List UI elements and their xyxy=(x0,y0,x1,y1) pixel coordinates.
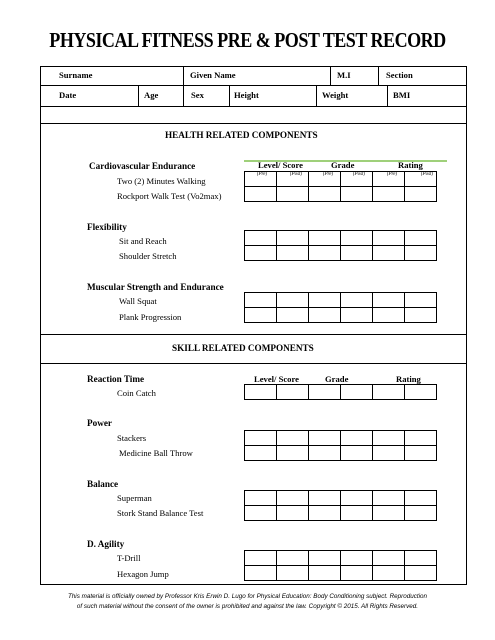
score-cell[interactable] xyxy=(341,293,373,308)
score-cell[interactable] xyxy=(373,308,405,323)
score-cell[interactable] xyxy=(309,172,341,187)
score-cell[interactable] xyxy=(309,187,341,202)
score-cell[interactable] xyxy=(245,431,277,446)
score-cell[interactable] xyxy=(341,385,373,400)
group-reaction-time: Reaction Time xyxy=(87,374,145,384)
score-grid xyxy=(244,550,437,581)
score-cell[interactable] xyxy=(309,308,341,323)
surname-label: Surname xyxy=(59,70,93,80)
date-label: Date xyxy=(59,90,77,100)
score-cell[interactable] xyxy=(245,308,277,323)
test-item: Medicine Ball Throw xyxy=(119,448,193,458)
post-subheader: (Post) xyxy=(289,172,303,177)
score-cell[interactable] xyxy=(405,506,437,521)
score-cell[interactable] xyxy=(245,385,277,400)
score-cell[interactable] xyxy=(245,566,277,581)
score-cell[interactable] xyxy=(277,491,309,506)
group-muscular: Muscular Strength and Endurance xyxy=(87,282,224,292)
score-cell[interactable] xyxy=(309,293,341,308)
score-cell[interactable] xyxy=(277,187,309,202)
group-flexibility: Flexibility xyxy=(87,222,127,232)
test-item: Shoulder Stretch xyxy=(119,251,177,261)
test-item: Rockport Walk Test (Vo2max) xyxy=(117,191,222,201)
group-agility: D. Agility xyxy=(87,539,125,549)
test-item: Superman xyxy=(117,493,152,503)
score-cell[interactable] xyxy=(277,385,309,400)
score-cell[interactable] xyxy=(405,308,437,323)
score-cell[interactable] xyxy=(277,231,309,246)
score-cell[interactable] xyxy=(373,491,405,506)
score-cell[interactable] xyxy=(405,172,437,187)
score-cell[interactable] xyxy=(341,172,373,187)
row-divider xyxy=(41,85,466,86)
height-label: Height xyxy=(234,90,259,100)
score-cell[interactable] xyxy=(309,566,341,581)
score-grid xyxy=(244,490,437,521)
score-cell[interactable] xyxy=(341,308,373,323)
score-cell[interactable] xyxy=(309,246,341,261)
rating-header: Rating xyxy=(396,374,421,384)
age-label: Age xyxy=(144,90,159,100)
health-heading: HEALTH RELATED COMPONENTS xyxy=(165,130,318,140)
test-item: Stackers xyxy=(117,433,147,443)
test-item: Sit and Reach xyxy=(119,236,167,246)
score-cell[interactable] xyxy=(309,506,341,521)
score-cell[interactable] xyxy=(341,231,373,246)
section-label: Section xyxy=(386,70,413,80)
score-cell[interactable] xyxy=(277,566,309,581)
pre-subheader: (Pre) xyxy=(322,172,334,177)
test-item: Plank Progression xyxy=(119,312,182,322)
score-cell[interactable] xyxy=(277,446,309,461)
col-divider xyxy=(316,85,317,106)
score-cell[interactable] xyxy=(277,551,309,566)
score-cell[interactable] xyxy=(405,566,437,581)
sex-label: Sex xyxy=(191,90,204,100)
score-cell[interactable] xyxy=(277,431,309,446)
mi-label: M.I xyxy=(337,70,351,80)
test-item: Hexagon Jump xyxy=(117,569,169,579)
page-title: PHYSICAL FITNESS PRE & POST TEST RECORD xyxy=(49,28,446,52)
grade-header: Grade xyxy=(331,160,355,170)
bmi-label: BMI xyxy=(393,90,411,100)
rating-header: Rating xyxy=(398,160,423,170)
score-grid xyxy=(244,230,437,261)
score-cell[interactable] xyxy=(405,551,437,566)
score-cell[interactable] xyxy=(245,491,277,506)
col-divider xyxy=(183,67,184,106)
score-cell[interactable] xyxy=(309,491,341,506)
score-cell[interactable] xyxy=(405,446,437,461)
section-divider xyxy=(41,334,466,335)
footer-line: of such material without the consent of the owner is prohibited and against the law. Copyright © 2015. All Rights Reserved. xyxy=(76,603,419,610)
level-score-header: Level/ Score xyxy=(254,374,299,384)
score-cell[interactable] xyxy=(373,293,405,308)
score-cell[interactable] xyxy=(373,187,405,202)
score-cell[interactable] xyxy=(245,246,277,261)
group-balance: Balance xyxy=(87,479,119,489)
copyright-footer xyxy=(30,592,465,612)
score-cell[interactable] xyxy=(341,566,373,581)
pre-subheader: (Pre) xyxy=(256,172,268,177)
score-cell[interactable] xyxy=(245,446,277,461)
score-cell[interactable] xyxy=(245,231,277,246)
score-cell[interactable] xyxy=(309,551,341,566)
score-cell[interactable] xyxy=(245,187,277,202)
score-cell[interactable] xyxy=(277,172,309,187)
score-grid xyxy=(244,292,437,323)
score-cell[interactable] xyxy=(245,551,277,566)
group-cardiovascular: Cardiovascular Endurance xyxy=(89,161,196,171)
test-item: T-Drill xyxy=(117,553,141,563)
score-cell[interactable] xyxy=(373,231,405,246)
score-cell[interactable] xyxy=(341,551,373,566)
skill-heading: SKILL RELATED COMPONENTS xyxy=(172,343,314,353)
score-cell[interactable] xyxy=(277,506,309,521)
score-cell[interactable] xyxy=(341,491,373,506)
score-cell[interactable] xyxy=(309,431,341,446)
score-cell[interactable] xyxy=(245,172,277,187)
score-grid xyxy=(244,171,437,202)
score-cell[interactable] xyxy=(373,566,405,581)
score-cell[interactable] xyxy=(373,551,405,566)
post-subheader: (Post) xyxy=(352,172,366,177)
score-cell[interactable] xyxy=(341,506,373,521)
score-cell[interactable] xyxy=(277,308,309,323)
post-subheader: (Post) xyxy=(420,172,434,177)
score-cell[interactable] xyxy=(341,246,373,261)
score-cell[interactable] xyxy=(373,506,405,521)
test-item: Wall Squat xyxy=(119,296,157,306)
score-cell[interactable] xyxy=(277,293,309,308)
score-cell[interactable] xyxy=(245,506,277,521)
col-divider xyxy=(138,85,139,106)
score-cell[interactable] xyxy=(373,172,405,187)
score-cell[interactable] xyxy=(277,246,309,261)
score-cell[interactable] xyxy=(309,446,341,461)
score-grid xyxy=(244,384,437,400)
given-name-label: Given Name xyxy=(190,70,236,80)
score-cell[interactable] xyxy=(405,187,437,202)
score-cell[interactable] xyxy=(405,431,437,446)
test-item: Stork Stand Balance Test xyxy=(117,508,204,518)
section-divider xyxy=(41,123,466,124)
score-cell[interactable] xyxy=(405,293,437,308)
score-cell[interactable] xyxy=(373,385,405,400)
score-cell[interactable] xyxy=(373,446,405,461)
score-cell[interactable] xyxy=(309,231,341,246)
row-divider xyxy=(41,106,466,107)
score-cell[interactable] xyxy=(405,246,437,261)
col-divider xyxy=(378,67,379,85)
score-cell[interactable] xyxy=(309,385,341,400)
score-cell[interactable] xyxy=(373,431,405,446)
col-divider xyxy=(387,85,388,106)
score-cell[interactable] xyxy=(341,187,373,202)
score-cell[interactable] xyxy=(245,293,277,308)
test-item: Two (2) Minutes Walking xyxy=(117,176,206,186)
score-cell[interactable] xyxy=(405,385,437,400)
section-divider xyxy=(41,363,466,364)
score-grid xyxy=(244,430,437,461)
weight-label: Weight xyxy=(322,90,349,100)
footer-line: This material is officially owned by Professor Kris Erwin D. Lugo for Physical Education: Body Conditioning subject. Reproduction xyxy=(67,593,428,600)
col-divider xyxy=(229,85,230,106)
score-cell[interactable] xyxy=(373,246,405,261)
col-divider xyxy=(330,67,331,85)
score-cell[interactable] xyxy=(405,491,437,506)
score-cell[interactable] xyxy=(341,446,373,461)
score-cell[interactable] xyxy=(341,431,373,446)
grade-header: Grade xyxy=(325,374,349,384)
score-cell[interactable] xyxy=(405,231,437,246)
group-power: Power xyxy=(87,418,112,428)
level-score-header: Level/ Score xyxy=(258,160,303,170)
pre-subheader: (Pre) xyxy=(386,172,398,177)
test-item: Coin Catch xyxy=(117,388,156,398)
